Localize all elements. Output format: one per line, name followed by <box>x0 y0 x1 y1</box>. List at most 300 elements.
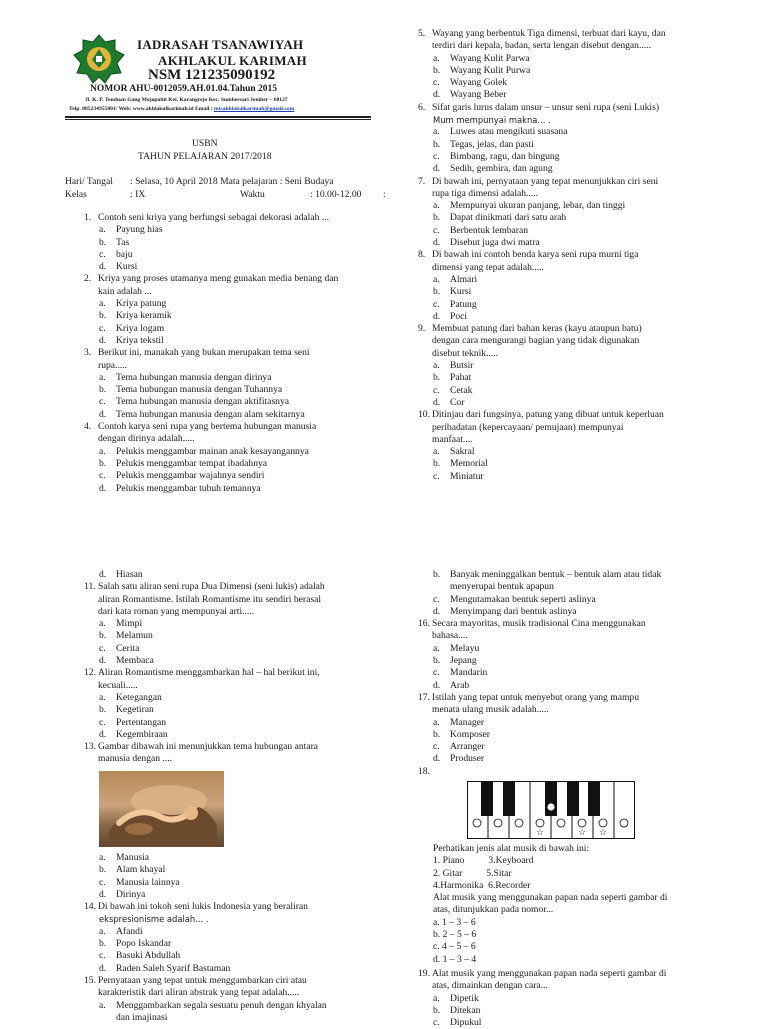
option-letter: c. <box>433 667 440 679</box>
option-letter: b. <box>99 310 107 322</box>
question-12 <box>84 667 384 741</box>
question-text: aliran Romantisme. Istilah Romantisme itu sendiri berasal <box>98 593 322 605</box>
option-text: Cerita <box>116 642 140 654</box>
answer-option[interactable] <box>84 446 384 458</box>
option-letter: b. <box>99 457 107 469</box>
q18-keyboard-image <box>467 781 635 839</box>
question-text: rupa..... <box>98 359 128 371</box>
question-text: Sifat garis lurus dalam unsur – unsur seni rupa (seni Lukis) <box>432 101 660 113</box>
question-text: dengan cara mengurangi bagian yang tidak digunakan <box>432 335 640 347</box>
answer-option[interactable] <box>418 606 718 618</box>
option-text: Basuki Abdullah <box>116 950 181 962</box>
option-letter: d. <box>99 334 107 346</box>
option-text: Tegas, jelas, dan pasti <box>450 138 534 150</box>
question-text: karakteristik dari aliran abstrak yang tepat adalah..... <box>98 987 300 999</box>
answer-option[interactable] <box>418 65 718 77</box>
question-text: Di bawah ini, pernyataan yang tepat menunjukkan ciri seni <box>432 175 659 187</box>
question-cont <box>84 569 384 581</box>
option-text: Tema hubungan manusia dengan Tuhannya <box>116 384 283 396</box>
header-rule <box>65 116 371 120</box>
option-letter: d. <box>99 408 107 420</box>
answer-option[interactable] <box>418 311 718 323</box>
option-text: Afandi <box>116 925 143 937</box>
q18-text-line: 1. Piano 3.Keyboard <box>433 855 534 867</box>
option-letter: c. <box>433 224 440 236</box>
option-text: Dirinya <box>116 888 146 900</box>
option-text: Mempunyai ukuran panjang, lebar, dan tinggi <box>450 200 626 212</box>
question-stem-line <box>84 212 384 224</box>
option-letter: d. <box>433 396 441 408</box>
option-text: Arranger <box>450 741 485 753</box>
answer-option[interactable] <box>418 569 718 581</box>
option-letter: a. <box>99 224 106 236</box>
option-text: Mimpi <box>116 618 143 630</box>
question-9 <box>418 323 718 409</box>
q18-text-line: 4.Harmonika 6.Recorder <box>433 879 531 891</box>
option-letter: c. <box>99 248 106 260</box>
answer-option[interactable] <box>84 889 384 901</box>
header-contact <box>69 106 294 112</box>
question-text: Secara mayoritas, musik tradisional Cina menggunakan <box>432 618 646 630</box>
school-nsm: NSM 121235090192 <box>148 67 276 83</box>
svg-text:☆: ☆ <box>535 828 545 838</box>
answer-option[interactable] <box>84 409 384 421</box>
option-letter: a. <box>433 642 440 654</box>
answer-option[interactable] <box>418 237 718 249</box>
question-number: 13. <box>84 741 96 753</box>
question-emph-line: ekspresionisme adalah... . <box>99 914 209 925</box>
question-number <box>418 434 432 446</box>
answer-option[interactable] <box>84 323 384 335</box>
option-letter: a. <box>433 992 440 1004</box>
option-text: Membaca <box>116 655 154 667</box>
question-stem-line <box>418 249 718 261</box>
option-letter: d. <box>433 753 441 765</box>
option-letter: b. <box>433 458 441 470</box>
question-text: Berikut ini, manakah yang bukan merupakan tema seni <box>98 347 310 359</box>
option-text: Menyimpang dari bentuk aslinya <box>450 605 577 617</box>
question-number: 1. <box>84 212 92 223</box>
answer-option[interactable] <box>418 89 718 101</box>
question-stem-line <box>418 422 718 434</box>
option-text: Ketegangan <box>116 691 162 703</box>
option-letter: a. <box>433 273 440 285</box>
option-text: Jepang <box>450 655 477 667</box>
answer-option[interactable] <box>418 77 718 89</box>
option-letter: a. <box>99 691 106 703</box>
option-text: Komposer <box>450 728 490 740</box>
answer-option[interactable] <box>418 151 718 163</box>
answer-option[interactable] <box>418 53 718 65</box>
answer-option[interactable] <box>418 717 718 729</box>
question-19 <box>418 968 718 1029</box>
question-number <box>84 360 98 372</box>
option-letter: c. <box>433 593 440 605</box>
question-number <box>418 348 432 360</box>
question-stem-line <box>418 262 718 274</box>
option-letter: c. <box>99 642 106 654</box>
question-number <box>84 286 98 298</box>
question-text: dari kata roman yang mempunyai arti..... <box>98 605 255 617</box>
question-2 <box>84 273 384 347</box>
kelas-value: : IX <box>130 189 146 200</box>
option-text: Pelukis menggambar tubuh temannya <box>116 482 261 494</box>
answer-option[interactable] <box>418 753 718 765</box>
q18-text-line: d. 1 – 3 – 4 <box>433 953 477 965</box>
option-text: Mandarin <box>450 667 488 679</box>
header-address: Jl. K. P. Tenduan Gang Mojopahit Kel. Karangrejo Kec. Sumbersari Jember – 68127 <box>85 97 288 103</box>
option-text: Kegetiran <box>116 704 154 716</box>
answer-option[interactable] <box>418 729 718 741</box>
answer-option[interactable] <box>418 225 718 237</box>
question-text: Pernyataan yang tepat untuk menggambarkan ciri atau <box>98 974 307 986</box>
option-letter: b. <box>99 938 107 950</box>
option-letter: a. <box>99 298 106 310</box>
option-letter: c. <box>99 470 106 482</box>
answer-option[interactable] <box>418 1005 718 1017</box>
question-stem-line <box>84 975 384 987</box>
answer-option[interactable] <box>418 360 718 372</box>
option-letter: a. <box>433 52 440 64</box>
question-3 <box>84 347 384 421</box>
answer-option[interactable] <box>418 667 718 679</box>
option-text: Pelukis menggambar wajahnya sendiri <box>116 470 265 482</box>
option-letter: b. <box>433 212 441 224</box>
option-text: Pelukis menggambar tempat ibadahnya <box>116 457 268 469</box>
option-letter: b. <box>99 236 107 248</box>
option-text: Sedih, gembira, dan agung <box>450 163 553 175</box>
question-stem-line <box>418 704 718 716</box>
option-text: Butsir <box>450 360 474 372</box>
question-6 <box>418 102 718 176</box>
question-stem-line <box>84 606 384 618</box>
question-number: 7. <box>418 175 426 187</box>
question-number: 5. <box>418 28 426 39</box>
question-text: Aliran Romantisme menggambarkan hal – hal berikut ini, <box>98 667 320 679</box>
answer-option[interactable] <box>84 950 384 962</box>
option-letter: b. <box>433 64 441 76</box>
answer-option[interactable] <box>418 126 718 138</box>
question-5 <box>418 28 718 102</box>
option-letter: c. <box>433 77 440 89</box>
hari-value: : Selasa, 10 April 2018 Mata pelajaran : Seni Budaya <box>130 176 334 187</box>
answer-option[interactable] <box>418 655 718 667</box>
option-letter: a. <box>99 925 106 937</box>
question-stem-line <box>84 433 384 445</box>
answer-option[interactable] <box>84 224 384 236</box>
answer-option[interactable] <box>418 741 718 753</box>
question-16 <box>418 618 718 692</box>
option-letter: c. <box>433 470 440 482</box>
question-stem-line <box>418 323 718 335</box>
question-15 <box>84 975 384 1024</box>
question-text: terdiri dari kepala, badan, serta lengan disebut dengan..... <box>432 40 651 52</box>
option-letter: c. <box>433 1017 440 1029</box>
option-letter: b. <box>433 286 441 298</box>
answer-option[interactable] <box>418 643 718 655</box>
question-text: atas, dimainkan dengan cara... <box>432 980 548 992</box>
option-text: Kriya keramik <box>116 310 172 322</box>
option-letter <box>99 1012 116 1024</box>
answer-option[interactable] <box>84 335 384 347</box>
answer-option[interactable] <box>84 643 384 655</box>
page1-right-column <box>418 28 718 483</box>
question-number <box>418 262 432 274</box>
question-stem-line <box>84 594 384 606</box>
option-letter: b. <box>99 864 107 876</box>
question-number <box>418 980 432 992</box>
answer-option[interactable] <box>84 298 384 310</box>
question-stem-line <box>84 741 384 753</box>
option-text: Kursi <box>450 286 472 298</box>
question-text: dimensi yang tepat adalah..... <box>432 261 544 273</box>
option-letter: d. <box>433 237 441 249</box>
option-text: Patung <box>450 298 477 310</box>
option-text: Memorial <box>450 458 488 470</box>
question-stem-line <box>418 176 718 188</box>
option-text: Disebut juga dwi matra <box>450 237 540 249</box>
answer-option[interactable] <box>84 717 384 729</box>
option-text: Manusia <box>116 852 150 863</box>
option-letter: b. <box>433 1004 441 1016</box>
option-text: Popo Iskandar <box>116 938 172 950</box>
option-text: Melayu <box>450 642 480 654</box>
question-number <box>418 630 432 642</box>
question-stem-line <box>84 987 384 999</box>
question-stem-line <box>418 630 718 642</box>
question-text: manusia dengan .... <box>98 753 173 765</box>
answer-option[interactable] <box>418 471 718 483</box>
question-stem-line <box>84 360 384 372</box>
question-text: kecuali..... <box>98 679 138 691</box>
option-text: baju <box>116 248 133 260</box>
option-text: Pelukis menggambar mainan anak kesayangannya <box>116 445 309 457</box>
option-letter: c. <box>433 298 440 310</box>
question-number <box>84 753 98 765</box>
answer-option[interactable] <box>84 470 384 482</box>
option-text: dan imajinasi <box>116 1011 168 1023</box>
question-stem-line <box>418 188 718 200</box>
answer-option[interactable] <box>418 372 718 384</box>
option-text: Manager <box>450 716 485 728</box>
option-text: Wayang Kulit Parwa <box>450 52 530 64</box>
option-letter: b. <box>433 655 441 667</box>
question-text: dengan dirinya adalah..... <box>98 433 195 445</box>
answer-option[interactable] <box>418 993 718 1005</box>
answer-option[interactable] <box>84 1012 384 1024</box>
option-letter: a. <box>99 852 106 863</box>
answer-option[interactable] <box>418 274 718 286</box>
answer-option[interactable] <box>84 396 384 408</box>
question-17 <box>418 692 718 766</box>
question-number: 4. <box>84 421 92 433</box>
answer-option[interactable] <box>84 852 384 864</box>
answer-option[interactable] <box>84 384 384 396</box>
answer-option[interactable] <box>418 581 718 593</box>
answer-option[interactable] <box>84 237 384 249</box>
answer-option[interactable] <box>418 212 718 224</box>
question-stem-line <box>418 968 718 980</box>
option-text: Berbentuk lembaran <box>450 224 529 236</box>
question-stem-line <box>418 348 718 360</box>
option-text: Pertentangan <box>116 716 167 728</box>
question-number: 14. <box>84 901 96 913</box>
q18-text-line: 2. Gitar 5.Sitar <box>433 867 512 879</box>
question-1 <box>84 212 384 273</box>
option-letter: d. <box>99 261 107 273</box>
option-text: menyerupai bentuk apapun <box>450 581 554 593</box>
question-13 <box>84 741 384 766</box>
question-text: rupa tiga dimensi adalah..... <box>432 187 539 199</box>
answer-option[interactable] <box>84 729 384 741</box>
option-letter: a. <box>99 445 106 457</box>
answer-option[interactable] <box>418 163 718 175</box>
question-stem-line <box>418 102 718 114</box>
answer-option[interactable] <box>84 655 384 667</box>
question-text: Istilah yang tepat untuk menyebut orang yang mampu <box>432 691 640 703</box>
option-letter: a. <box>433 126 440 138</box>
answer-option[interactable] <box>418 286 718 298</box>
option-letter: b. <box>433 569 441 580</box>
answer-option[interactable] <box>418 594 718 606</box>
answer-option[interactable] <box>84 458 384 470</box>
option-text: Wayang Golek <box>450 77 508 89</box>
question-number: 17. <box>418 691 430 703</box>
option-text: Ditekan <box>450 1004 481 1016</box>
q18-text-line: Perhatikan jenis alat musik di bawah ini: <box>433 843 590 854</box>
answer-option[interactable] <box>84 692 384 704</box>
option-letter: b. <box>99 704 107 716</box>
question-text: Kriya yang proses utamanya meng gunakan media benang dan <box>98 273 339 285</box>
answer-option[interactable] <box>418 1017 718 1029</box>
option-text: Dipetik <box>450 992 479 1004</box>
answer-option[interactable] <box>84 926 384 938</box>
header-nomor: NOMOR AHU-0012059.AH.01.04.Tahun 2015 <box>90 84 278 94</box>
question-number: 10. <box>418 409 430 421</box>
question-text: Wayang yang berbentuk Tiga dimensi, terbuat dari kayu, dan <box>432 28 666 39</box>
option-letter: c. <box>99 876 106 888</box>
answer-option[interactable] <box>418 458 718 470</box>
question-text: Alat musik yang menggunakan papan nada seperti gambar di <box>432 968 667 979</box>
question-number <box>418 422 432 434</box>
question-text: Contoh seni kriya yang berfungsi sebagai dekorasi adalah ... <box>98 212 329 223</box>
question-number <box>418 40 432 52</box>
question-number: 3. <box>84 347 92 359</box>
question-stem-line <box>84 581 384 593</box>
answer-option[interactable] <box>418 200 718 212</box>
question-stem-line <box>418 335 718 347</box>
answer-option[interactable] <box>84 618 384 630</box>
waktu-label: Waktu <box>240 189 265 200</box>
question-text: disebut teknik..... <box>432 347 499 359</box>
option-letter: c. <box>99 396 106 408</box>
answer-option[interactable] <box>418 397 718 409</box>
page2-left-bottom-column <box>84 852 384 1024</box>
answer-option[interactable] <box>84 938 384 950</box>
option-text: Poci <box>450 310 468 322</box>
option-text: Cetak <box>450 384 473 396</box>
option-letter: c. <box>433 384 440 396</box>
question-text: manfaat.... <box>432 433 473 445</box>
option-text: Mengutamakan bentuk seperti aslinya <box>450 593 596 605</box>
question-text: Ditinjau dari fungsinya, patung yang dibuat untuk keperluan <box>432 409 664 421</box>
question-text: Gambar dibawah ini menunjukkan tema hubungan antara <box>98 741 319 753</box>
question-number <box>418 335 432 347</box>
answer-option[interactable] <box>84 372 384 384</box>
option-text: Arab <box>450 679 470 691</box>
q18-text-line: b. 2 – 5 – 6 <box>433 929 477 941</box>
option-text: Hiasan <box>116 569 143 580</box>
answer-option[interactable] <box>84 310 384 322</box>
answer-option[interactable] <box>84 249 384 261</box>
answer-option[interactable] <box>418 385 718 397</box>
option-letter: a. <box>433 200 440 212</box>
question-stem-line <box>84 273 384 285</box>
option-text: Wayang Beber <box>450 89 507 101</box>
answer-option[interactable] <box>84 261 384 273</box>
exam-title: USBN <box>192 138 218 149</box>
question-text: Contoh karya seni rupa yang bertema hubungan manusia <box>98 421 317 433</box>
question-10 <box>418 409 718 483</box>
answer-option[interactable] <box>418 446 718 458</box>
option-text: Tema hubungan manusia dengan alam sekitarnya <box>116 408 305 420</box>
page1-left-column <box>84 212 384 495</box>
question-stem-line <box>84 753 384 765</box>
answer-option[interactable] <box>84 569 384 581</box>
question-text: Membuat patung dari bahan keras (kayu ataupun batu) <box>432 323 642 335</box>
answer-option[interactable] <box>418 680 718 692</box>
question-number <box>84 594 98 606</box>
answer-option[interactable] <box>84 704 384 716</box>
answer-option[interactable] <box>84 877 384 889</box>
school-name-line1: IADRASAH TSANAWIYAH <box>137 37 304 52</box>
option-text: Kegembiraan <box>116 728 168 740</box>
option-text: Dipukul <box>450 1017 482 1029</box>
option-letter: c. <box>99 950 106 962</box>
question-text: kain adalah ... <box>98 285 152 297</box>
question-number: 8. <box>418 249 426 261</box>
option-letter: a. <box>99 371 106 383</box>
option-text: Produser <box>450 753 485 765</box>
question-text: peribadatan (kepercayaan/ pemujaan) mempunyai <box>432 421 624 433</box>
answer-option[interactable] <box>418 299 718 311</box>
q18-text-line: c. 4 – 5 – 6 <box>433 941 476 953</box>
answer-option[interactable] <box>84 1000 384 1012</box>
answer-option[interactable] <box>418 139 718 151</box>
option-text: Luwes atau mengikuti suasana <box>450 126 568 138</box>
question-stem-line <box>84 901 384 913</box>
answer-option[interactable] <box>84 864 384 876</box>
q13-painting-image <box>99 771 224 847</box>
question-stem-line <box>84 286 384 298</box>
option-text: Tas <box>116 236 130 248</box>
question-number <box>84 433 98 445</box>
answer-option[interactable] <box>84 963 384 975</box>
option-letter: d. <box>433 163 441 175</box>
option-text: Kursi <box>116 261 138 273</box>
answer-option[interactable] <box>84 630 384 642</box>
question-text <box>432 766 718 778</box>
question-number: 19. <box>418 968 430 979</box>
email-link[interactable]: mtsakhlakulkarimah@gmail.com <box>214 106 295 112</box>
hari-label: Hari/ Tangal <box>65 176 113 187</box>
svg-text:☆: ☆ <box>598 828 608 838</box>
question-emph-line: Mum mempunyai makna... . <box>433 115 551 126</box>
q18-text-line: Alat musik yang menggunakan papan nada seperti gambar di <box>433 892 668 904</box>
answer-option[interactable] <box>84 483 384 495</box>
option-letter: d. <box>99 569 107 580</box>
question-18 <box>418 766 718 778</box>
